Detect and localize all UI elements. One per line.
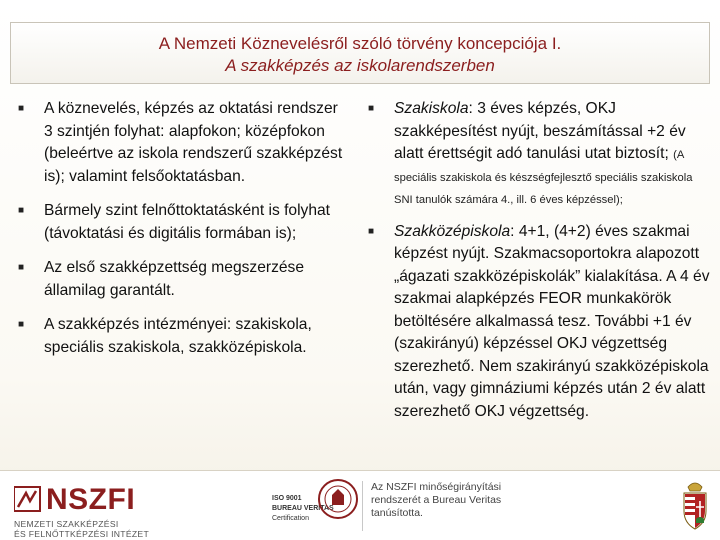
cert-line-1: Az NSZFI minőségirányítási <box>371 481 502 493</box>
term-szakkozepiskola: Szakközépiskola <box>394 222 511 240</box>
list-item-text: A köznevelés, képzés az oktatási rendszer 3 szintjén folyhat: alapfokon; középfokon (beleértve az iskola rendszerű szakképzést is); valamint felsőoktatásban. <box>44 100 343 185</box>
square-bullet-icon: ■ <box>18 319 25 330</box>
title-box <box>10 22 710 84</box>
cert-line-3: tanúsította. <box>371 507 423 519</box>
list-item-note: (A speciális szakiskola és készségfejlesztő speciális szakiskola SNI tanulók számára 4., ill. 6 éves képzéssel); <box>394 149 693 206</box>
square-bullet-icon: ■ <box>18 262 25 273</box>
cert-iso: ISO 9001 <box>272 495 302 502</box>
logo-subtitle-1: NEMZETI SZAKKÉPZÉSI <box>14 519 119 529</box>
page-subtitle: A szakképzés az iskolarendszerben <box>225 56 495 75</box>
list-item-text: : 3 éves képzés, OKJ szakképesítést nyújt, beszámítással +2 év alatt érettségit adó tanulási utat biztosít; <box>394 100 686 162</box>
footer <box>0 470 720 540</box>
square-bullet-icon: ■ <box>18 205 25 216</box>
right-bullet-list <box>368 98 714 423</box>
list-item <box>18 314 350 359</box>
term-szakiskola: Szakiskola <box>394 100 469 117</box>
left-bullet-list <box>18 98 350 359</box>
nszfi-logo <box>14 485 244 537</box>
right-column <box>368 98 714 433</box>
page-title: A Nemzeti Köznevelésről szóló törvény koncepciója I. <box>158 34 562 53</box>
cert-line-2: rendszerét a Bureau Veritas <box>371 494 502 506</box>
square-bullet-icon: ■ <box>368 225 375 237</box>
left-column <box>18 98 350 371</box>
list-item-szakiskola <box>368 98 714 211</box>
list-item-text: Bármely szint felnőttoktatásként is folyhat (távoktatási és digitális formában is); <box>44 202 331 242</box>
list-item <box>18 98 350 188</box>
list-item-text: A szakképzés intézményei: szakiskola, speciális szakiskola, szakközépiskola. <box>44 316 312 356</box>
list-item <box>18 200 350 245</box>
list-item-szakkozepiskola <box>368 221 714 424</box>
list-item-text: : 4+1, (4+2) éves szakmai képzést nyújt. Szakmacsoportokra alapozott „ágazati szakközépiskolák” kialakítása. A 4 év szakmai alapképzés FEOR munkakörök betöltésére alkalmassá tesz. További +1 év (szakirányú) képzéssel OKJ végzettség szerezhető. Nem szakirányú szakközépiskola után, vagy gimnáziumi képzés után 2 év alatt szerezhető OKJ végzettség. <box>394 222 710 420</box>
nszfi-logo-icon <box>14 485 44 513</box>
cert-org: BUREAU VERITAS <box>272 505 334 512</box>
cert-label: Certification <box>272 515 309 522</box>
hungarian-coat-of-arms-icon <box>680 479 710 531</box>
square-bullet-icon: ■ <box>368 103 375 114</box>
logo-name: NSZFI <box>46 483 136 516</box>
list-item-text: Az első szakképzettség megszerzése államilag garantált. <box>44 259 305 299</box>
certification-statement <box>362 481 542 531</box>
square-bullet-icon: ■ <box>18 103 25 114</box>
list-item <box>18 257 350 302</box>
certification-seal-icon <box>318 475 358 527</box>
logo-subtitle-2: ÉS FELNŐTTKÉPZÉSI INTÉZET <box>14 529 149 539</box>
